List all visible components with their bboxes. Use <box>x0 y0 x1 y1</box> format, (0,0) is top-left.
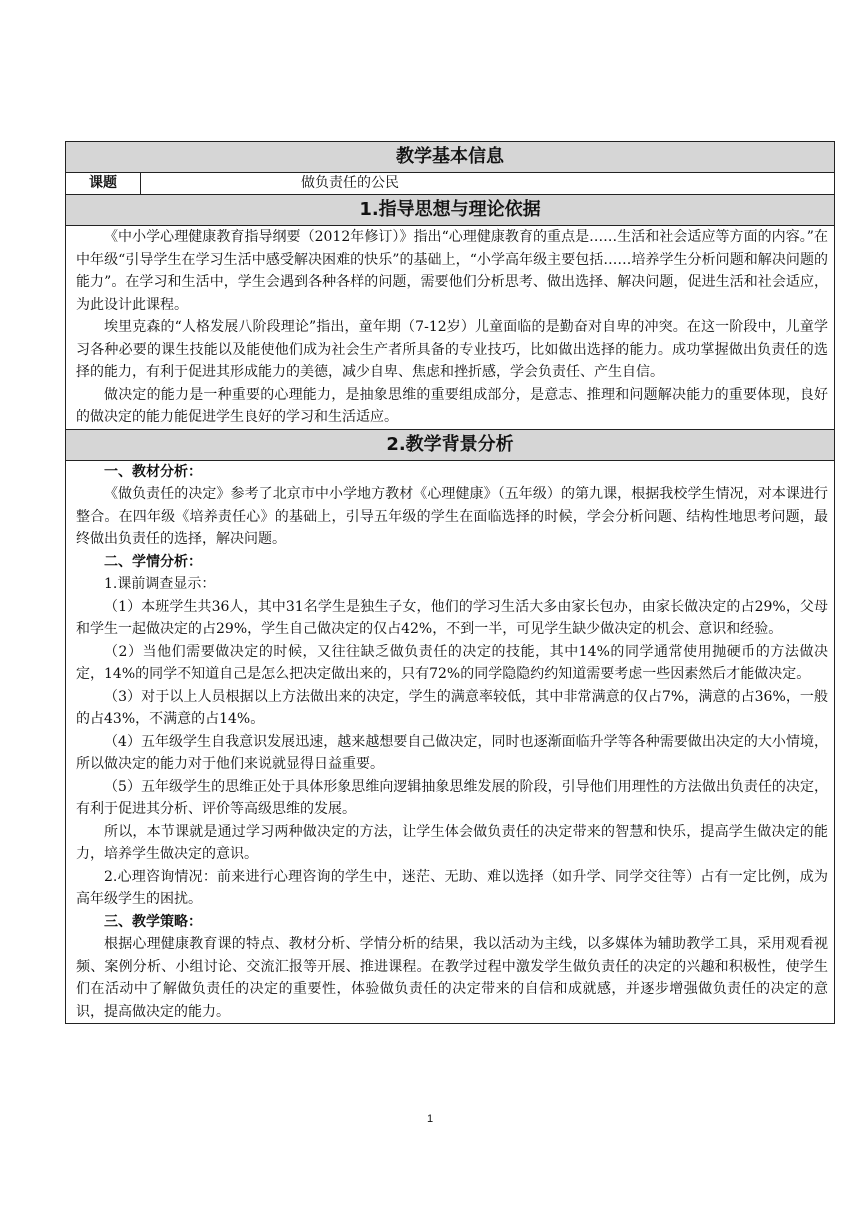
survey-item: （2）当他们需要做决定的时候，又往往缺乏做负责任的决定的技能，其中14%的同学通常使用抛硬币的方法做决定，14%的同学不知道自己是怎么把决定做出来的，只有72%的同学隐隐约约知道需要考虑一些因素然后才能做决定。 <box>76 643 828 682</box>
textbook-analysis-paragraph: 《做负责任的决定》参考了北京市中小学地方教材《心理健康》（五年级）的第九课，根据我校学生情况，对本课进行整合。在四年级《培养责任心》的基础上，引导五年级的学生在面临选择的时候，学会分析问题、结构性地思考问题，最终做出负责任的选择，解决问题。 <box>76 486 828 547</box>
topic-value: 做负责任的公民 <box>141 173 835 195</box>
survey-item: （1）本班学生共36人，其中31名学生是独生子女，他们的学习生活大多由家长包办，由家长做决定的占29%，父母和学生一起做决定的占29%，学生自己做决定的仅占42%，不到一半，可见学生缺少做决定的机会、意识和经验。 <box>76 598 828 637</box>
teaching-strategy-heading: 三、教学策略： <box>104 913 202 930</box>
section1-paragraph: 做决定的能力是一种重要的心理能力，是抽象思维的重要组成部分，是意志、推理和问题解决能力的重要体现，良好的做决定的能力能促进学生良好的学习和生活适应。 <box>76 386 828 425</box>
lesson-info-table <box>65 141 835 1024</box>
survey-conclusion: 所以，本节课就是通过学习两种做决定的方法，让学生体会做负责任的决定带来的智慧和快乐，提高学生做决定的能力，培养学生做决定的意识。 <box>76 823 828 862</box>
survey-item: （5）五年级学生的思维正处于具体形象思维向逻辑抽象思维发展的阶段，引导他们用理性的方法做出负责任的决定，有利于促进其分析、评价等高级思维的发展。 <box>76 778 828 817</box>
section1-paragraph: 《中小学心理健康教育指导纲要（2012年修订）》指出“心理健康教育的重点是……生活和社会适应等方面的内容。”在中年级“引导学生在学习生活中感受解决困难的快乐”的基础上，“小学高年级主要包括……培养学生分析问题和解决问题的能力”。在学习和生活中，学生会遇到各种各样的问题，需要他们分析思考、做出选择、解决问题，促进生活和社会适应，为此设计此课程。 <box>76 229 828 313</box>
section1-paragraph: 埃里克森的“人格发展八阶段理论”指出，童年期（7-12岁）儿童面临的是勤奋对自卑的冲突。在这一阶段中，儿童学习各种必要的课生技能以及能使他们成为社会生产者所具备的专业技巧，比如做出选择的能力。成功掌握做出负责任的选择的能力，有利于促进其形成能力的美德，减少自卑、焦虑和挫折感，学会负责任、产生自信。 <box>76 319 828 380</box>
document-page <box>65 141 834 1024</box>
section1-body <box>66 226 835 430</box>
section1-title: 1.指导思想与理论依据 <box>66 195 835 226</box>
table-title: 教学基本信息 <box>66 142 835 173</box>
survey-item: （4）五年级学生自我意识发展迅速，越来越想要自己做决定，同时也逐渐面临升学等各种需要做出决定的大小情境，所以做决定的能力对于他们来说就显得日益重要。 <box>76 733 828 772</box>
survey-title: 1.课前调查显示： <box>104 576 216 592</box>
student-analysis-heading: 二、学情分析： <box>104 553 202 570</box>
section2-body <box>66 460 835 1024</box>
survey-item: （3）对于以上人员根据以上方法做出来的决定，学生的满意率较低，其中非常满意的仅占7%，满意的占36%，一般的占43%，不满意的占14%。 <box>76 688 828 727</box>
page-number: 1 <box>426 1113 434 1125</box>
counseling-paragraph: 2.心理咨询情况：前来进行心理咨询的学生中，迷茫、无助、难以选择（如升学、同学交往等）占有一定比例，成为高年级学生的困扰。 <box>76 868 828 907</box>
topic-label: 课题 <box>66 173 141 195</box>
section2-title: 2.教学背景分析 <box>66 429 835 460</box>
teaching-strategy-paragraph: 根据心理健康教育课的特点、教材分析、学情分析的结果，我以活动为主线，以多媒体为辅助教学工具，采用观看视频、案例分析、小组讨论、交流汇报等开展、推进课程。在教学过程中激发学生做负责任的决定的兴趣和积极性，使学生们在活动中了解做负责任的决定的重要性，体验做负责任的决定带来的自信和成就感，并逐步增强做负责任的决定的意识，提高做决定的能力。 <box>76 936 828 1020</box>
textbook-analysis-heading: 一、教材分析： <box>104 463 202 480</box>
